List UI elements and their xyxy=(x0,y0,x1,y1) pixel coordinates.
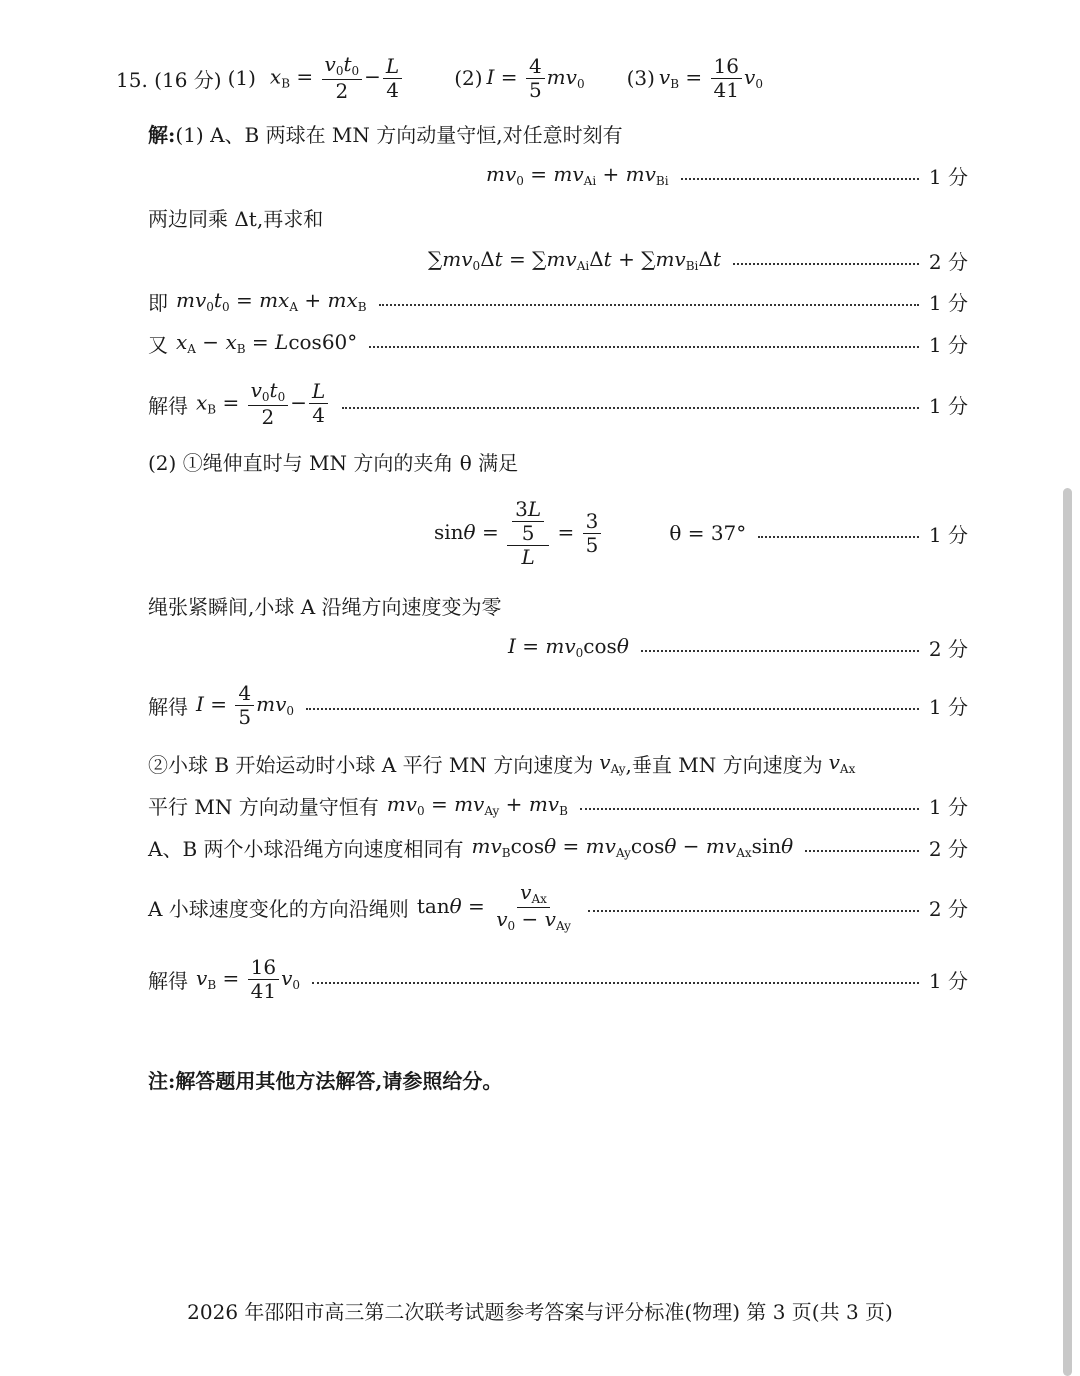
equation-text: sinθ = $\frac{\frac{3L}{5}}{L}$ = $\frac{3}{5}$ xyxy=(434,498,603,569)
equation-geometry xyxy=(148,328,968,358)
jiede-label: 解得 xyxy=(148,694,188,719)
equation-displacement xyxy=(148,286,968,316)
part2b-text: ②小球 B 开始运动时小球 A 平行 MN 方向速度为 xyxy=(148,752,594,777)
score: 1 分 xyxy=(928,794,968,819)
dot-leader xyxy=(306,708,919,710)
dot-leader xyxy=(312,982,919,984)
equation-text: I = $\frac{4}{5}$ $mv_0$ xyxy=(196,680,295,729)
direction-text: A 小球速度变化的方向沿绳则 xyxy=(148,896,409,921)
part2-description: (2) ①绳伸直时与 MN 方向的夹角 θ 满足 xyxy=(148,450,519,475)
grading-note: 注:解答题用其他方法解答,请参照给分。 xyxy=(148,1068,503,1093)
equation-text: tanθ = $\frac{v_{Ax}}{v_0 - v_{Ay}}$ xyxy=(416,879,571,933)
score: 2 分 xyxy=(928,636,968,661)
result-vb xyxy=(148,951,968,1007)
dot-leader xyxy=(641,650,919,652)
score: 1 分 xyxy=(928,968,968,993)
same-speed-text: A、B 两个小球沿绳方向速度相同有 xyxy=(148,836,464,861)
equation-text: $mv_0 = mv_{Ai} + mv_{Bi}$ xyxy=(486,162,669,188)
equation-text: $x_A - x_B = Lcos60^\circ$ xyxy=(176,330,358,356)
dot-leader xyxy=(379,304,919,306)
result-impulse xyxy=(148,677,968,733)
part1-description: (1) A、B 两球在 MN 方向动量守恒,对任意时刻有 xyxy=(175,122,623,147)
equation-text: $v_B$ = $\frac{16}{41}$ $v_0$ xyxy=(196,954,301,1003)
equation-sum xyxy=(428,245,968,275)
dot-leader xyxy=(342,407,919,409)
answer-1: $x_B$ = $\frac{v_0t_0}{2}$ − $\frac{L}{4}$ xyxy=(270,53,404,103)
you-label: 又 xyxy=(148,332,168,357)
answer-2: I = $\frac{4}{5}$ $mv_0$ xyxy=(486,53,585,102)
part3-label: (3) xyxy=(626,66,655,90)
part2-label: (2) xyxy=(454,66,483,90)
equation-text: $\sum mv_0\Delta t = \sum mv_{Ai}\Delta t + \sum mv_{Bi}\Delta t$ xyxy=(428,247,721,273)
part2b-description xyxy=(148,748,855,778)
equation-text: $x_B$ = $\frac{v_0t_0}{2}$ − $\frac{L}{4}$ xyxy=(196,379,330,429)
equation-text: $I = mv_0\cos\theta$ xyxy=(508,634,629,660)
theta-value: θ = 37° xyxy=(669,521,747,545)
var-vax: $v_{Ax}$ xyxy=(828,750,856,776)
dot-leader xyxy=(733,263,919,265)
score: 1 分 xyxy=(928,522,968,547)
score: 2 分 xyxy=(928,896,968,921)
jiede-label: 解得 xyxy=(148,393,188,418)
solution-intro xyxy=(148,118,623,148)
dot-leader xyxy=(588,910,919,912)
scrollbar[interactable] xyxy=(1063,488,1072,1376)
jiede-label: 解得 xyxy=(148,968,188,993)
equation-impulse xyxy=(508,632,968,662)
solution-label: 解: xyxy=(148,122,176,147)
dot-leader xyxy=(758,536,919,538)
score: 2 分 xyxy=(928,836,968,861)
part2b-text-mid: ,垂直 MN 方向速度为 xyxy=(625,752,823,777)
equation-momentum xyxy=(486,160,968,190)
multiply-text: 两边同乘 Δt,再求和 xyxy=(148,206,324,231)
result-xb xyxy=(148,376,968,432)
momentum-text: 平行 MN 方向动量守恒有 xyxy=(148,794,379,819)
equation-text: $mv_B\cos\theta = mv_{Ay}\cos\theta - mv_{Ax}\sin\theta$ xyxy=(471,834,794,860)
score: 1 分 xyxy=(928,290,968,315)
score: 2 分 xyxy=(928,249,968,274)
page-footer: 2026 年邵阳市高三第二次联考试题参考答案与评分标准(物理) 第 3 页(共 3 页) xyxy=(187,1300,893,1324)
ji-label: 即 xyxy=(148,290,168,315)
answer-3: $v_B$ = $\frac{16}{41}$ $v_0$ xyxy=(658,53,763,102)
question-label: 15. (16 分) xyxy=(116,67,222,92)
score: 1 分 xyxy=(928,393,968,418)
dot-leader xyxy=(580,808,919,810)
equation-direction xyxy=(148,878,968,936)
dot-leader xyxy=(681,178,919,180)
score: 1 分 xyxy=(928,332,968,357)
equation-text: $mv_0 = mv_{Ay} + mv_B$ xyxy=(386,792,568,818)
question-header xyxy=(116,52,763,103)
equation-sin-theta xyxy=(434,490,968,576)
rope-description: 绳张紧瞬间,小球 A 沿绳方向速度变为零 xyxy=(148,594,502,619)
var-vay: $v_{Ay}$ xyxy=(599,750,626,776)
equation-rope-speed xyxy=(148,832,968,862)
dot-leader xyxy=(805,850,919,852)
score: 1 分 xyxy=(928,164,968,189)
dot-leader xyxy=(369,346,919,348)
score: 1 分 xyxy=(928,694,968,719)
part1-label: (1) xyxy=(227,66,256,90)
equation-text: $mv_0t_0 = mx_A + mx_B$ xyxy=(176,288,367,314)
equation-parallel-momentum xyxy=(148,790,968,820)
